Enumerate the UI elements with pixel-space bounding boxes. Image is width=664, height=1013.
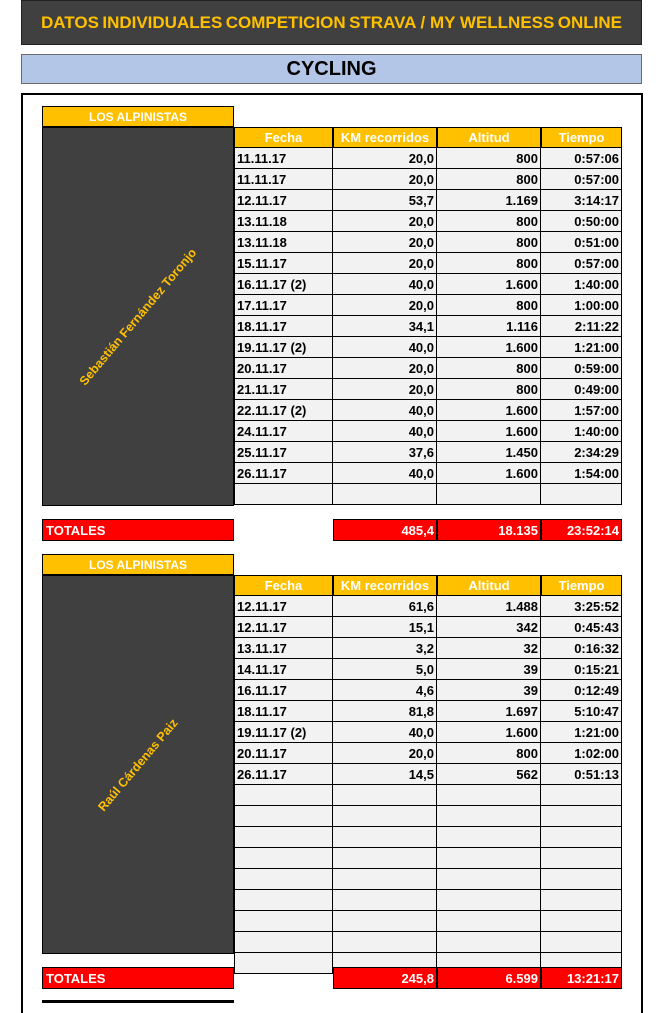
cell-altitud[interactable]: 1.116 bbox=[437, 316, 541, 337]
totals-tiempo: 13:21:17 bbox=[541, 967, 622, 989]
totals-km: 245,8 bbox=[333, 967, 437, 989]
cell-tiempo[interactable]: 2:34:29 bbox=[541, 442, 622, 463]
cell-fecha[interactable]: 11.11.17 bbox=[234, 169, 333, 190]
cell-km[interactable]: 37,6 bbox=[333, 442, 437, 463]
cell-tiempo[interactable]: 1:21:00 bbox=[541, 337, 622, 358]
cell-fecha[interactable]: 22.11.17 (2) bbox=[234, 400, 333, 421]
totals-tiempo: 23:52:14 bbox=[541, 519, 622, 541]
table-row bbox=[234, 638, 622, 659]
cell-altitud[interactable]: 562 bbox=[437, 764, 541, 785]
cell-altitud[interactable]: 800 bbox=[437, 358, 541, 379]
cell-km[interactable] bbox=[333, 484, 437, 505]
table-row bbox=[234, 617, 622, 638]
cell-fecha[interactable]: 12.11.17 bbox=[234, 190, 333, 211]
cell-tiempo[interactable]: 1:40:00 bbox=[541, 274, 622, 295]
cell-km[interactable]: 81,8 bbox=[333, 701, 437, 722]
totals-altitud: 18.135 bbox=[437, 519, 541, 541]
cell-tiempo[interactable]: 0:57:06 bbox=[541, 148, 622, 169]
cell-altitud[interactable]: 800 bbox=[437, 253, 541, 274]
cell-km[interactable] bbox=[333, 827, 437, 848]
cell-tiempo[interactable]: 0:45:43 bbox=[541, 617, 622, 638]
cell-km[interactable]: 40,0 bbox=[333, 400, 437, 421]
table-row bbox=[234, 484, 622, 505]
cell-fecha[interactable]: 15.11.17 bbox=[234, 253, 333, 274]
cell-altitud[interactable]: 39 bbox=[437, 680, 541, 701]
cell-km[interactable]: 5,0 bbox=[333, 659, 437, 680]
cell-km[interactable]: 20,0 bbox=[333, 211, 437, 232]
table-header bbox=[234, 127, 622, 148]
cell-km[interactable]: 3,2 bbox=[333, 638, 437, 659]
cell-tiempo[interactable]: 1:02:00 bbox=[541, 743, 622, 764]
cell-tiempo[interactable]: 3:25:52 bbox=[541, 596, 622, 617]
nav-datos[interactable]: DATOS bbox=[41, 12, 99, 32]
cell-fecha[interactable]: 11.11.17 bbox=[234, 148, 333, 169]
table-row bbox=[234, 701, 622, 722]
cell-fecha[interactable]: 19.11.17 (2) bbox=[234, 337, 333, 358]
cell-altitud[interactable]: 1.488 bbox=[437, 596, 541, 617]
cell-fecha[interactable]: 13.11.18 bbox=[234, 232, 333, 253]
cell-tiempo[interactable]: 1:40:00 bbox=[541, 421, 622, 442]
cell-altitud[interactable]: 800 bbox=[437, 211, 541, 232]
header-km: KM recorridos bbox=[333, 127, 437, 148]
cell-altitud[interactable] bbox=[437, 484, 541, 505]
cell-km[interactable]: 20,0 bbox=[333, 358, 437, 379]
cell-fecha[interactable] bbox=[234, 484, 333, 505]
nav-individuales[interactable]: INDIVIDUALES bbox=[102, 12, 223, 32]
cell-km[interactable]: 15,1 bbox=[333, 617, 437, 638]
cell-km[interactable]: 40,0 bbox=[333, 337, 437, 358]
cell-tiempo[interactable]: 1:54:00 bbox=[541, 463, 622, 484]
cell-fecha[interactable]: 12.11.17 bbox=[234, 617, 333, 638]
cell-altitud[interactable] bbox=[437, 890, 541, 911]
athlete-panel bbox=[42, 575, 234, 954]
cell-fecha[interactable]: 24.11.17 bbox=[234, 421, 333, 442]
cell-km[interactable]: 53,7 bbox=[333, 190, 437, 211]
cell-fecha[interactable]: 26.11.17 bbox=[234, 764, 333, 785]
cell-fecha[interactable] bbox=[234, 827, 333, 848]
cell-km[interactable]: 20,0 bbox=[333, 232, 437, 253]
cell-altitud[interactable]: 800 bbox=[437, 169, 541, 190]
cell-altitud[interactable]: 32 bbox=[437, 638, 541, 659]
table-rows bbox=[234, 148, 622, 505]
cell-fecha[interactable]: 21.11.17 bbox=[234, 379, 333, 400]
cell-km[interactable]: 34,1 bbox=[333, 316, 437, 337]
cell-fecha[interactable]: 19.11.17 (2) bbox=[234, 722, 333, 743]
cell-fecha[interactable] bbox=[234, 806, 333, 827]
cell-tiempo[interactable]: 0:57:00 bbox=[541, 169, 622, 190]
cell-km[interactable]: 4,6 bbox=[333, 680, 437, 701]
cell-tiempo[interactable]: 2:11:22 bbox=[541, 316, 622, 337]
cell-tiempo[interactable]: 0:51:13 bbox=[541, 764, 622, 785]
cell-tiempo[interactable] bbox=[541, 827, 622, 848]
table-row bbox=[234, 253, 622, 274]
cell-fecha[interactable] bbox=[234, 869, 333, 890]
header-km: KM recorridos bbox=[333, 575, 437, 596]
totals-label: TOTALES bbox=[42, 967, 234, 989]
table-row bbox=[234, 890, 622, 911]
table-row bbox=[234, 764, 622, 785]
cell-tiempo[interactable] bbox=[541, 848, 622, 869]
table-row bbox=[234, 806, 622, 827]
cell-fecha[interactable]: 12.11.17 bbox=[234, 596, 333, 617]
cell-tiempo[interactable]: 0:49:00 bbox=[541, 379, 622, 400]
cell-altitud[interactable]: 1.450 bbox=[437, 442, 541, 463]
nav-strava-my-wellness[interactable]: STRAVA / MY WELLNESS bbox=[349, 12, 555, 32]
table-row bbox=[234, 274, 622, 295]
table-row bbox=[234, 232, 622, 253]
header-tiempo: Tiempo bbox=[541, 575, 622, 596]
cell-fecha[interactable]: 13.11.17 bbox=[234, 638, 333, 659]
cell-fecha[interactable]: 25.11.17 bbox=[234, 442, 333, 463]
cell-altitud[interactable]: 1.600 bbox=[437, 337, 541, 358]
cell-km[interactable]: 20,0 bbox=[333, 253, 437, 274]
cell-tiempo[interactable]: 1:57:00 bbox=[541, 400, 622, 421]
table-row bbox=[234, 337, 622, 358]
cell-km[interactable] bbox=[333, 932, 437, 953]
cell-tiempo[interactable]: 0:57:00 bbox=[541, 253, 622, 274]
cell-fecha[interactable]: 20.11.17 bbox=[234, 358, 333, 379]
table-row bbox=[234, 722, 622, 743]
cell-tiempo[interactable] bbox=[541, 806, 622, 827]
athlete-name: Raúl Cárdenas Paiz bbox=[95, 715, 181, 814]
table-row bbox=[234, 400, 622, 421]
cell-fecha[interactable]: 13.11.18 bbox=[234, 211, 333, 232]
cell-altitud[interactable]: 800 bbox=[437, 148, 541, 169]
cell-km[interactable]: 40,0 bbox=[333, 274, 437, 295]
cell-fecha[interactable] bbox=[234, 785, 333, 806]
table-row bbox=[234, 148, 622, 169]
table-row bbox=[234, 358, 622, 379]
cell-fecha[interactable] bbox=[234, 911, 333, 932]
cell-tiempo[interactable]: 3:14:17 bbox=[541, 190, 622, 211]
cell-altitud[interactable] bbox=[437, 785, 541, 806]
header-altitud: Altitud bbox=[437, 127, 541, 148]
cell-fecha[interactable]: 20.11.17 bbox=[234, 743, 333, 764]
cell-tiempo[interactable]: 0:16:32 bbox=[541, 638, 622, 659]
cell-altitud[interactable] bbox=[437, 932, 541, 953]
totals-km: 485,4 bbox=[333, 519, 437, 541]
cell-tiempo[interactable] bbox=[541, 869, 622, 890]
cell-tiempo[interactable]: 1:21:00 bbox=[541, 722, 622, 743]
cell-tiempo[interactable] bbox=[541, 932, 622, 953]
cell-km[interactable] bbox=[333, 848, 437, 869]
table-row bbox=[234, 659, 622, 680]
table-row bbox=[234, 463, 622, 484]
table-row bbox=[234, 379, 622, 400]
athlete-name: Sebastián Fernández Toronjo bbox=[76, 245, 200, 388]
table-row bbox=[234, 932, 622, 953]
cell-km[interactable]: 20,0 bbox=[333, 148, 437, 169]
cell-altitud[interactable]: 800 bbox=[437, 232, 541, 253]
cell-altitud[interactable]: 1.600 bbox=[437, 421, 541, 442]
cell-altitud[interactable]: 800 bbox=[437, 743, 541, 764]
cell-altitud[interactable]: 1.600 bbox=[437, 463, 541, 484]
cell-fecha[interactable]: 14.11.17 bbox=[234, 659, 333, 680]
table-row bbox=[234, 680, 622, 701]
header-fecha: Fecha bbox=[234, 127, 333, 148]
totals-label: TOTALES bbox=[42, 519, 234, 541]
cell-fecha[interactable]: 18.11.17 bbox=[234, 701, 333, 722]
cell-km[interactable]: 14,5 bbox=[333, 764, 437, 785]
cell-tiempo[interactable]: 0:59:00 bbox=[541, 358, 622, 379]
cell-tiempo[interactable]: 0:51:00 bbox=[541, 232, 622, 253]
page-title: CYCLING bbox=[21, 54, 642, 84]
cell-altitud[interactable] bbox=[437, 848, 541, 869]
table-row bbox=[234, 190, 622, 211]
cell-tiempo[interactable]: 0:15:21 bbox=[541, 659, 622, 680]
header-altitud: Altitud bbox=[437, 575, 541, 596]
cell-fecha[interactable] bbox=[234, 932, 333, 953]
cell-km[interactable] bbox=[333, 890, 437, 911]
cell-km[interactable]: 61,6 bbox=[333, 596, 437, 617]
cell-km[interactable] bbox=[333, 869, 437, 890]
table-row bbox=[234, 848, 622, 869]
cell-altitud[interactable] bbox=[437, 806, 541, 827]
table-row bbox=[234, 827, 622, 848]
cell-km[interactable]: 20,0 bbox=[333, 295, 437, 316]
cell-altitud[interactable] bbox=[437, 869, 541, 890]
table-row bbox=[234, 785, 622, 806]
cell-km[interactable]: 20,0 bbox=[333, 743, 437, 764]
table-row bbox=[234, 442, 622, 463]
table-row bbox=[234, 316, 622, 337]
cell-km[interactable] bbox=[333, 911, 437, 932]
top-nav bbox=[21, 0, 642, 45]
cell-tiempo[interactable]: 1:00:00 bbox=[541, 295, 622, 316]
table-row bbox=[234, 596, 622, 617]
table-row bbox=[234, 295, 622, 316]
cell-altitud[interactable] bbox=[437, 911, 541, 932]
table-rows bbox=[234, 596, 622, 974]
cell-fecha[interactable] bbox=[234, 953, 333, 974]
cell-km[interactable]: 20,0 bbox=[333, 379, 437, 400]
nav-online[interactable]: ONLINE bbox=[557, 12, 622, 32]
cell-fecha[interactable]: 16.11.17 (2) bbox=[234, 274, 333, 295]
cell-km[interactable]: 40,0 bbox=[333, 463, 437, 484]
cell-km[interactable] bbox=[333, 785, 437, 806]
cell-km[interactable]: 40,0 bbox=[333, 421, 437, 442]
table-row bbox=[234, 911, 622, 932]
team-label: LOS ALPINISTAS bbox=[42, 106, 234, 127]
table-row bbox=[234, 869, 622, 890]
cell-fecha[interactable] bbox=[234, 890, 333, 911]
cell-fecha[interactable]: 16.11.17 bbox=[234, 680, 333, 701]
cell-altitud[interactable]: 1.600 bbox=[437, 274, 541, 295]
cell-altitud[interactable]: 1.697 bbox=[437, 701, 541, 722]
cell-altitud[interactable]: 1.600 bbox=[437, 400, 541, 421]
nav-competicion[interactable]: COMPETICION bbox=[225, 12, 346, 32]
cell-altitud[interactable]: 39 bbox=[437, 659, 541, 680]
cell-fecha[interactable]: 26.11.17 bbox=[234, 463, 333, 484]
cell-km[interactable]: 40,0 bbox=[333, 722, 437, 743]
cell-km[interactable] bbox=[333, 806, 437, 827]
cell-tiempo[interactable] bbox=[541, 785, 622, 806]
header-fecha: Fecha bbox=[234, 575, 333, 596]
cell-altitud[interactable]: 800 bbox=[437, 295, 541, 316]
cell-tiempo[interactable] bbox=[541, 890, 622, 911]
cell-tiempo[interactable]: 5:10:47 bbox=[541, 701, 622, 722]
cell-tiempo[interactable]: 0:50:00 bbox=[541, 211, 622, 232]
cell-altitud[interactable]: 800 bbox=[437, 379, 541, 400]
cell-altitud[interactable]: 342 bbox=[437, 617, 541, 638]
table-row bbox=[234, 421, 622, 442]
header-tiempo: Tiempo bbox=[541, 127, 622, 148]
table-row bbox=[234, 169, 622, 190]
cell-altitud[interactable] bbox=[437, 827, 541, 848]
cell-tiempo[interactable]: 0:12:49 bbox=[541, 680, 622, 701]
table-row bbox=[234, 743, 622, 764]
cell-altitud[interactable]: 1.169 bbox=[437, 190, 541, 211]
cell-km[interactable]: 20,0 bbox=[333, 169, 437, 190]
cell-fecha[interactable]: 18.11.17 bbox=[234, 316, 333, 337]
cell-fecha[interactable]: 17.11.17 bbox=[234, 295, 333, 316]
cell-tiempo[interactable] bbox=[541, 484, 622, 505]
cell-altitud[interactable]: 1.600 bbox=[437, 722, 541, 743]
table-row bbox=[234, 211, 622, 232]
athlete-panel bbox=[42, 127, 234, 506]
totals-altitud: 6.599 bbox=[437, 967, 541, 989]
cell-fecha[interactable] bbox=[234, 848, 333, 869]
table-header bbox=[234, 575, 622, 596]
team-label: LOS ALPINISTAS bbox=[42, 554, 234, 575]
cell-tiempo[interactable] bbox=[541, 911, 622, 932]
